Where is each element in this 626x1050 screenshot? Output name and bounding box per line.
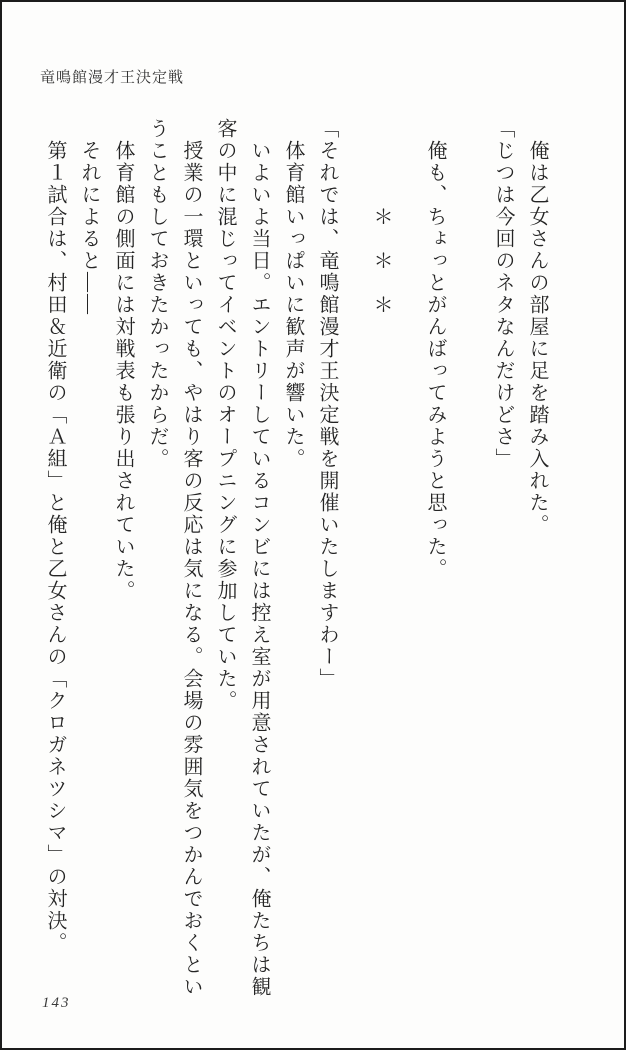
text-column: いよいよ当日。エントリーしているコンビには控え室が用意されていたが、俺たちは観 xyxy=(248,118,270,998)
text-column: 俺も、ちょっとがんばってみようと思った。 xyxy=(424,118,446,580)
text-column: 俺は乙女さんの部屋に足を踏み入れた。 xyxy=(526,118,548,536)
text-column: 「じつは今回のネタなんだけどさ」 xyxy=(492,118,514,470)
text-column: それによると―― xyxy=(78,118,100,316)
text-column: うこともしておきたかったからだ。 xyxy=(146,118,168,470)
text-column: 授業の一環といっても、やはり客の反応は気になる。会場の雰囲気をつかんでおくとい xyxy=(180,118,202,998)
running-header: 竜鳴館漫才王決定戦 xyxy=(40,70,185,86)
body-text xyxy=(32,118,554,1012)
scene-break-separator: ＊ ＊ ＊ xyxy=(370,118,392,316)
text-column: 体育館の側面には対戦表も張り出されていた。 xyxy=(112,118,134,602)
text-column: 客の中に混じってイベントのオープニングに参加していた。 xyxy=(214,118,236,712)
text-column: 体育館いっぱいに歓声が響いた。 xyxy=(282,118,304,470)
text-column: 第１試合は、村田＆近衛の「Ａ組」と俺と乙女さんの「クロガネツシマ」の対決。 xyxy=(44,118,66,954)
page-number: 143 xyxy=(42,995,71,1011)
text-column: 「それでは、竜鳴館漫才王決定戦を開催いたしますわー」 xyxy=(316,118,338,690)
